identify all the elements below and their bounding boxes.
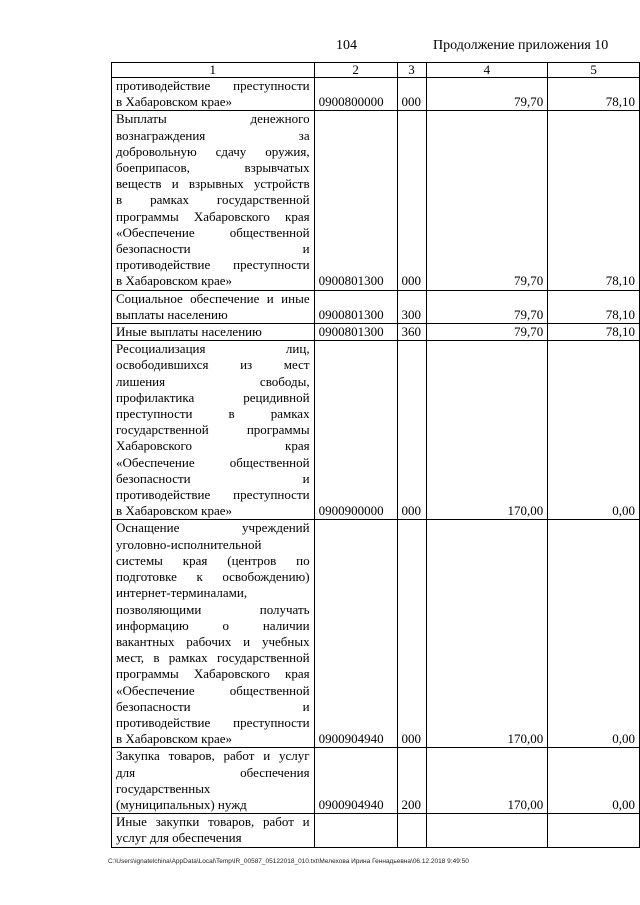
- column-number: 1: [112, 63, 315, 78]
- expense-type-code: [397, 814, 426, 847]
- expense-name-line: лишения свободы,: [116, 373, 310, 389]
- expense-name-line: уголовно-исполнительной: [116, 536, 262, 552]
- expense-name-cell: [112, 748, 315, 814]
- expense-name-cell: [112, 290, 315, 323]
- expense-name-line: Иные выплаты населению: [116, 324, 262, 340]
- amount-2018: 79,70: [426, 290, 548, 323]
- expense-name-cell: [112, 341, 315, 520]
- expense-name-line: в Хабаровском крае»: [116, 503, 233, 519]
- expense-type-code: 000: [397, 111, 426, 290]
- target-article-code: 0900904940: [314, 748, 397, 814]
- expense-name-line: государственной программы: [116, 422, 310, 438]
- expense-name-line: Хабаровского края: [116, 438, 310, 454]
- expense-name-line: вакантных рабочих и учебных: [116, 633, 310, 649]
- amount-executed: 78,10: [548, 290, 640, 323]
- expense-type-code: 300: [397, 290, 426, 323]
- expense-name-line: системы края (центров по: [116, 552, 310, 568]
- expense-name-line: «Обеспечение общественной: [116, 454, 310, 470]
- amount-executed: 78,10: [548, 78, 640, 111]
- table-row: [112, 290, 640, 323]
- expense-name-line: программы Хабаровского края: [116, 208, 310, 224]
- amount-executed: 78,10: [548, 324, 640, 341]
- amount-2018: 170,00: [426, 520, 548, 748]
- amount-2018: 79,70: [426, 111, 548, 290]
- column-number: 2: [314, 63, 397, 78]
- expense-name-line: для обеспечения: [116, 764, 310, 780]
- expense-name-line: противодействие преступности: [116, 714, 310, 730]
- expense-name-line: Закупка товаров, работ и услуг: [116, 748, 310, 764]
- expense-name-line: Выплаты денежного: [116, 111, 310, 127]
- expense-type-code: 000: [397, 341, 426, 520]
- amount-executed: 0,00: [548, 748, 640, 814]
- expense-name-cell: [112, 520, 315, 748]
- appendix-continuation-label: Продолжение приложения 10: [433, 38, 609, 53]
- file-path-footer: C:\Users\ignatelchina\AppData\Local\Temp\IR_00587_05122018_010.txt\Мелехова Ирина Геннадьевна\06.12.2018 9:49:50: [108, 858, 469, 865]
- amount-2018: [426, 814, 548, 847]
- table-row: [112, 814, 640, 847]
- expense-name-line: позволяющими получать: [116, 601, 310, 617]
- expense-type-code: 000: [397, 520, 426, 748]
- target-article-code: 0900800000: [314, 78, 397, 111]
- expense-name-cell: [112, 814, 315, 847]
- expense-name-line: Ресоциализация лиц,: [116, 341, 310, 357]
- expense-name-line: «Обеспечение общественной: [116, 224, 310, 240]
- expense-name-line: мест, в рамках государственной: [116, 650, 310, 666]
- expense-name-line: преступности в рамках: [116, 406, 310, 422]
- expense-name-line: Иные закупки товаров, работ и: [116, 814, 310, 830]
- target-article-code: 0900801300: [314, 111, 397, 290]
- expense-name-line: освободившихся из мест: [116, 357, 310, 373]
- table-row: [112, 341, 640, 520]
- amount-2018: 170,00: [426, 341, 548, 520]
- expense-name-line: подготовке к освобождению): [116, 569, 310, 585]
- expense-name-line: противодействие преступности: [116, 257, 310, 273]
- column-number: 3: [397, 63, 426, 78]
- expense-name-line: безопасности и: [116, 241, 310, 257]
- expense-name-line: информацию о наличии: [116, 617, 310, 633]
- expense-name-line: добровольную сдачу оружия,: [116, 143, 310, 159]
- amount-2018: 79,70: [426, 78, 548, 111]
- expense-name-line: противодействие преступности: [116, 78, 310, 93]
- expense-name-line: боеприпасов, взрывчатых: [116, 160, 310, 176]
- column-number-row: [112, 63, 640, 78]
- amount-2018: 79,70: [426, 324, 548, 341]
- target-article-code: 0900801300: [314, 324, 397, 341]
- target-article-code: 0900900000: [314, 341, 397, 520]
- table-row: [112, 324, 640, 341]
- expense-name-line: в рамках государственной: [116, 192, 310, 208]
- amount-executed: 78,10: [548, 111, 640, 290]
- column-number: 5: [548, 63, 640, 78]
- expense-name-line: профилактика рецидивной: [116, 389, 310, 405]
- amount-executed: [548, 814, 640, 847]
- expense-name-line: Оснащение учреждений: [116, 520, 310, 536]
- target-article-code: [314, 814, 397, 847]
- expense-name-line: услуг для обеспечения: [116, 830, 242, 846]
- budget-table: [111, 62, 640, 848]
- target-article-code: 0900801300: [314, 290, 397, 323]
- expense-type-code: 200: [397, 748, 426, 814]
- expense-name-line: программы Хабаровского края: [116, 666, 310, 682]
- expense-name-cell: [112, 324, 315, 341]
- expense-name-line: интернет-терминалами,: [116, 585, 248, 601]
- amount-executed: 0,00: [548, 520, 640, 748]
- column-number: 4: [426, 63, 548, 78]
- expense-name-line: (муниципальных) нужд: [116, 796, 247, 812]
- expense-name-cell: [112, 78, 315, 111]
- table-row: [112, 520, 640, 748]
- expense-name-line: веществ и взрывных устройств: [116, 176, 310, 192]
- expense-type-code: 360: [397, 324, 426, 341]
- expense-name-line: в Хабаровском крае»: [116, 731, 233, 747]
- amount-executed: 0,00: [548, 341, 640, 520]
- expense-name-line: вознаграждения за: [116, 127, 310, 143]
- expense-name-line: Социальное обеспечение и иные: [116, 290, 310, 306]
- expense-type-code: 000: [397, 78, 426, 111]
- page-number: 104: [336, 38, 357, 53]
- expense-name-cell: [112, 111, 315, 290]
- expense-name-line: безопасности и: [116, 470, 310, 486]
- target-article-code: 0900904940: [314, 520, 397, 748]
- expense-name-line: государственных: [116, 780, 211, 796]
- expense-name-line: в Хабаровском крае»: [116, 273, 233, 289]
- expense-name-line: «Обеспечение общественной: [116, 682, 310, 698]
- expense-name-line: выплаты населению: [116, 306, 228, 322]
- expense-name-line: в Хабаровском крае»: [116, 94, 233, 110]
- table-row: [112, 748, 640, 814]
- table-row: [112, 78, 640, 111]
- amount-2018: 170,00: [426, 748, 548, 814]
- expense-name-line: безопасности и: [116, 698, 310, 714]
- expense-name-line: противодействие преступности: [116, 487, 310, 503]
- table-row: [112, 111, 640, 290]
